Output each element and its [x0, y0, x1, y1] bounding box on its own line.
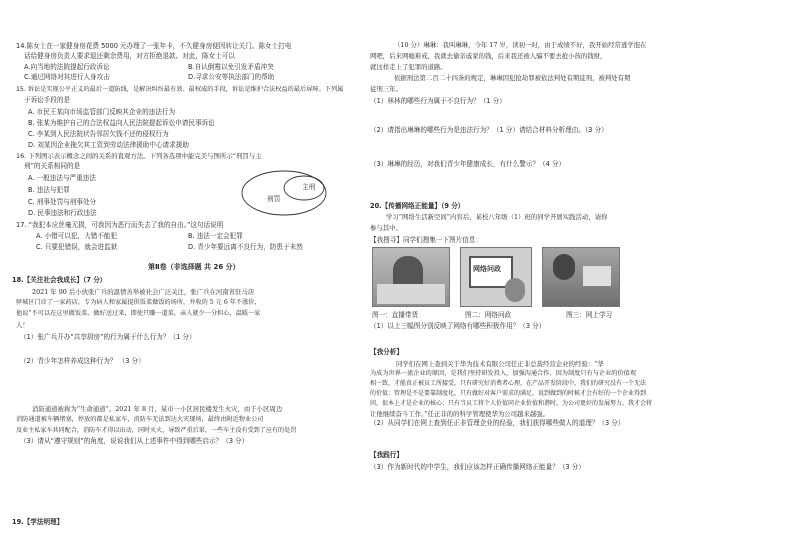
section-2-heading: 第Ⅱ卷（非选择题 共 26 分） — [148, 263, 240, 271]
caption-figure-1: 图一：直播带货 — [372, 311, 419, 319]
q16-stem-line2: 刑”的关系相同的是 — [24, 162, 81, 170]
q16-option-d: D. 民事违法和行政违法 — [28, 209, 97, 217]
q18-question-2: （2）青少年怎样养成这种行为？ （3 分） — [20, 357, 145, 365]
q15-stem-line1: 15. 诉讼是实现公平正义的最后一道防线，是解决纠纷最有效、最权威的手段，诉讼是维护合法权益的最后屏障。下列属 — [16, 86, 344, 93]
q16-option-b: B. 违法与犯罪 — [28, 186, 70, 194]
photo-online-governance — [460, 247, 532, 307]
q18-paragraph-2: 驿城区门诊了一家药店，专为病人和家属提供饭菜做饭的场所，并收的 5 元 6 年不涨价， — [16, 299, 261, 306]
q18-paragraph-7: 及业主私家车共同配合，消防车才得以出动，同时灭火，导致严重后果，一些车主没有受到了应有的处罚 — [16, 427, 297, 434]
q15-option-d: D. 刘某因企业拖欠其工资到劳动法律援助中心请求援助 — [28, 141, 189, 149]
case-line-3: 就这样走上了犯罪的道路。 — [370, 63, 447, 71]
q18-paragraph-6: 消防通道被车辆堵塞，停放的都是私家车，消防车无法到达火灾现场，最终由附近物业公司 — [16, 416, 264, 423]
q20-question-3: （3）作为新时代的中学生，我们应该怎样正确传播网络正能量？（3 分） — [370, 463, 585, 471]
case-line-2: 网吧，后来网瘾难戒，我就去偷亲戚家的钱，后来我还被人骗不要去抢小孩的钱财， — [370, 52, 607, 60]
q20-analyze-section: 【我分析】 — [370, 348, 403, 356]
case-line-4: 依据刑法第二百二十四条的规定，琳琳因犯抢劫罪被依法判处有期徒刑，被判处有期 — [394, 74, 631, 82]
q18-paragraph-3: 他说“不可以在这里做饭菜、做好送过来，即使只赚一道菜，亲人就少一分担心，温暖一家 — [16, 310, 261, 317]
q14-stem-line2: 话给健身房负责人要求退还剩余费用，对方拒绝退款。对此，陈女士可以 — [24, 52, 235, 60]
q17-stem: 17. “我犯本应丝毫无损，可我因为恶行而失去了我的自由。”这句话说明 — [16, 221, 224, 229]
q16-option-c: C. 刑事处罚与刑事处分 — [28, 198, 97, 206]
q18-question-3: （3）请从“遵守规则”的角度，说说我们从上述事件中得到哪些启示？（3 分） — [20, 437, 249, 445]
q20-intro-line1: 学习“网络生活新空间”内容后，某校八年级（1）班的同学开展实践活动，请你 — [386, 213, 608, 221]
q15-option-b: B. 张某为维护自己的合法权益向人民法院提起诉讼申请民事诉讼 — [28, 119, 215, 127]
q20-practice-section: 【我践行】 — [370, 451, 403, 459]
material-line-3: 相一致，才能真正被员工所接受，只有研究好消费者心理，在产品开发阶段中，我们的研究没有一个无法 — [370, 380, 647, 387]
caption-figure-3: 图三：网上学习 — [566, 311, 613, 319]
q15-stem-line2: 于诉讼手段的是 — [24, 96, 71, 104]
q14-option-d: D.寻求公安等执法部门的帮助 — [188, 73, 275, 81]
material-line-2: 为成为世界一流企业的原因，是我们坚持研发投入，加强沟通合作，因为制度只有与企业的价值观 — [370, 370, 637, 377]
venn-outer-label: 刑罚 — [267, 195, 281, 203]
q16-stem-line1: 16. 下列图示表示概念之间的关系的直观方法。下列各选项中能完美与图所示“刑罚与主 — [16, 152, 262, 160]
q17-option-c: C. 只要犯错误，就会进监狱 — [36, 243, 118, 251]
q18-paragraph-5: 消防通道被称为“生命通道”。2021 年 8 月，某市一小区居民楼发生火灾，由于小区周边 — [32, 405, 283, 413]
q20-search-section: 【我搜寻】同学们搜集一下图片信息： — [370, 236, 483, 244]
q14-option-b: B.自认倒霉以免引发矛盾冲突 — [188, 63, 274, 71]
q19-title: 19.【学法明理】 — [12, 518, 64, 526]
venn-diagram — [240, 168, 332, 218]
q20-question-1: （1）以上三幅图分别反映了网络有哪些积极作用？（3 分） — [370, 322, 546, 330]
q18-question-1: （1）张广兵开办“共享厨房”的行为属于什么行为？（1 分） — [20, 333, 196, 341]
q14-stem-line1: 14.陈女士在一家健身房花费 5000 元办理了一张年卡，不久健身房便因转让关门。陈女士打电 — [16, 42, 292, 50]
q20-question-2: （2）从同学们在网上查到任正非管理企业的经验，我们获得哪些做人的道理？（3 分） — [370, 419, 625, 427]
q18-paragraph-4: 人！ — [16, 321, 29, 329]
case-line-1: （10 分）琳琳：我叫琳琳，今年 17 岁，读初一时，由于成绩不好，我开始经常逃学泡在 — [394, 41, 647, 49]
q15-option-c: C. 李某到人民法院状告邻居欠钱不还的侵权行为 — [28, 130, 169, 138]
case-line-5: 徒刑三年。 — [370, 85, 402, 93]
photo-online-governance-text: 网络问政 — [473, 265, 501, 273]
q18-title: 18.【关注社会我成长】（7 分） — [12, 276, 107, 284]
material-line-6: 让他继续奋斗工作。”任正非的的科学管理使华为公司越来越强。 — [370, 410, 550, 418]
material-line-5: 问，很本上才是企业的核心；只有当员工将个人价值同企业价值和谐时，为公司更好的发展努力，我才会将 — [370, 400, 653, 407]
photo-live-selling — [372, 247, 450, 307]
q19-question-3: （3）琳琳的经历，对我们青少年健康成长，有什么警示？（4 分） — [370, 160, 566, 168]
q20-intro-line2: 参与其中。 — [370, 224, 402, 232]
q19-question-1: （1）林林的哪些行为属于不良行为？（1 分） — [370, 97, 506, 105]
q19-question-2: （2）请指出琳琳的哪些行为是违法行为？（1 分）请结合材料分析理由。（3 分） — [370, 126, 608, 134]
caption-figure-2: 图二：网络问政 — [465, 311, 512, 319]
q18-paragraph-1: 2021 年 90 后小伙张广兵的温情善举被社会广泛关注，张广兵在河南省驻马店 — [32, 288, 255, 296]
material-line-4: 的价值：管理是不是要靠制度化，只有做好对客户需求的满足，说到做到的时候才会有好的一个企业得到 — [370, 390, 647, 397]
material-line-1: 同学们在网上查到关于华为技术有限公司任正非总裁经营企业的经验：“华 — [396, 360, 604, 368]
q14-option-c: C.通过网络对其进行人身攻击 — [24, 73, 110, 81]
q17-option-a: A. 小错可以犯，大错不能犯 — [36, 232, 118, 240]
q20-title: 20.【传播网络正能量】（9 分） — [370, 202, 465, 210]
q16-option-a: A. 一般违法与严重违法 — [28, 174, 96, 182]
photo-online-learning — [542, 247, 620, 307]
q15-option-a: A. 市民王某向市场监管部门反映其企业的违法行为 — [28, 108, 176, 116]
q17-option-d: D. 青少年要远离不良行为，防患于未然 — [188, 243, 303, 251]
venn-inner-label: 主刑 — [302, 183, 316, 191]
q14-option-a: A.向当地的法院提起行政诉讼 — [24, 63, 110, 71]
q17-option-b: B. 违法一定会犯罪 — [188, 232, 243, 240]
